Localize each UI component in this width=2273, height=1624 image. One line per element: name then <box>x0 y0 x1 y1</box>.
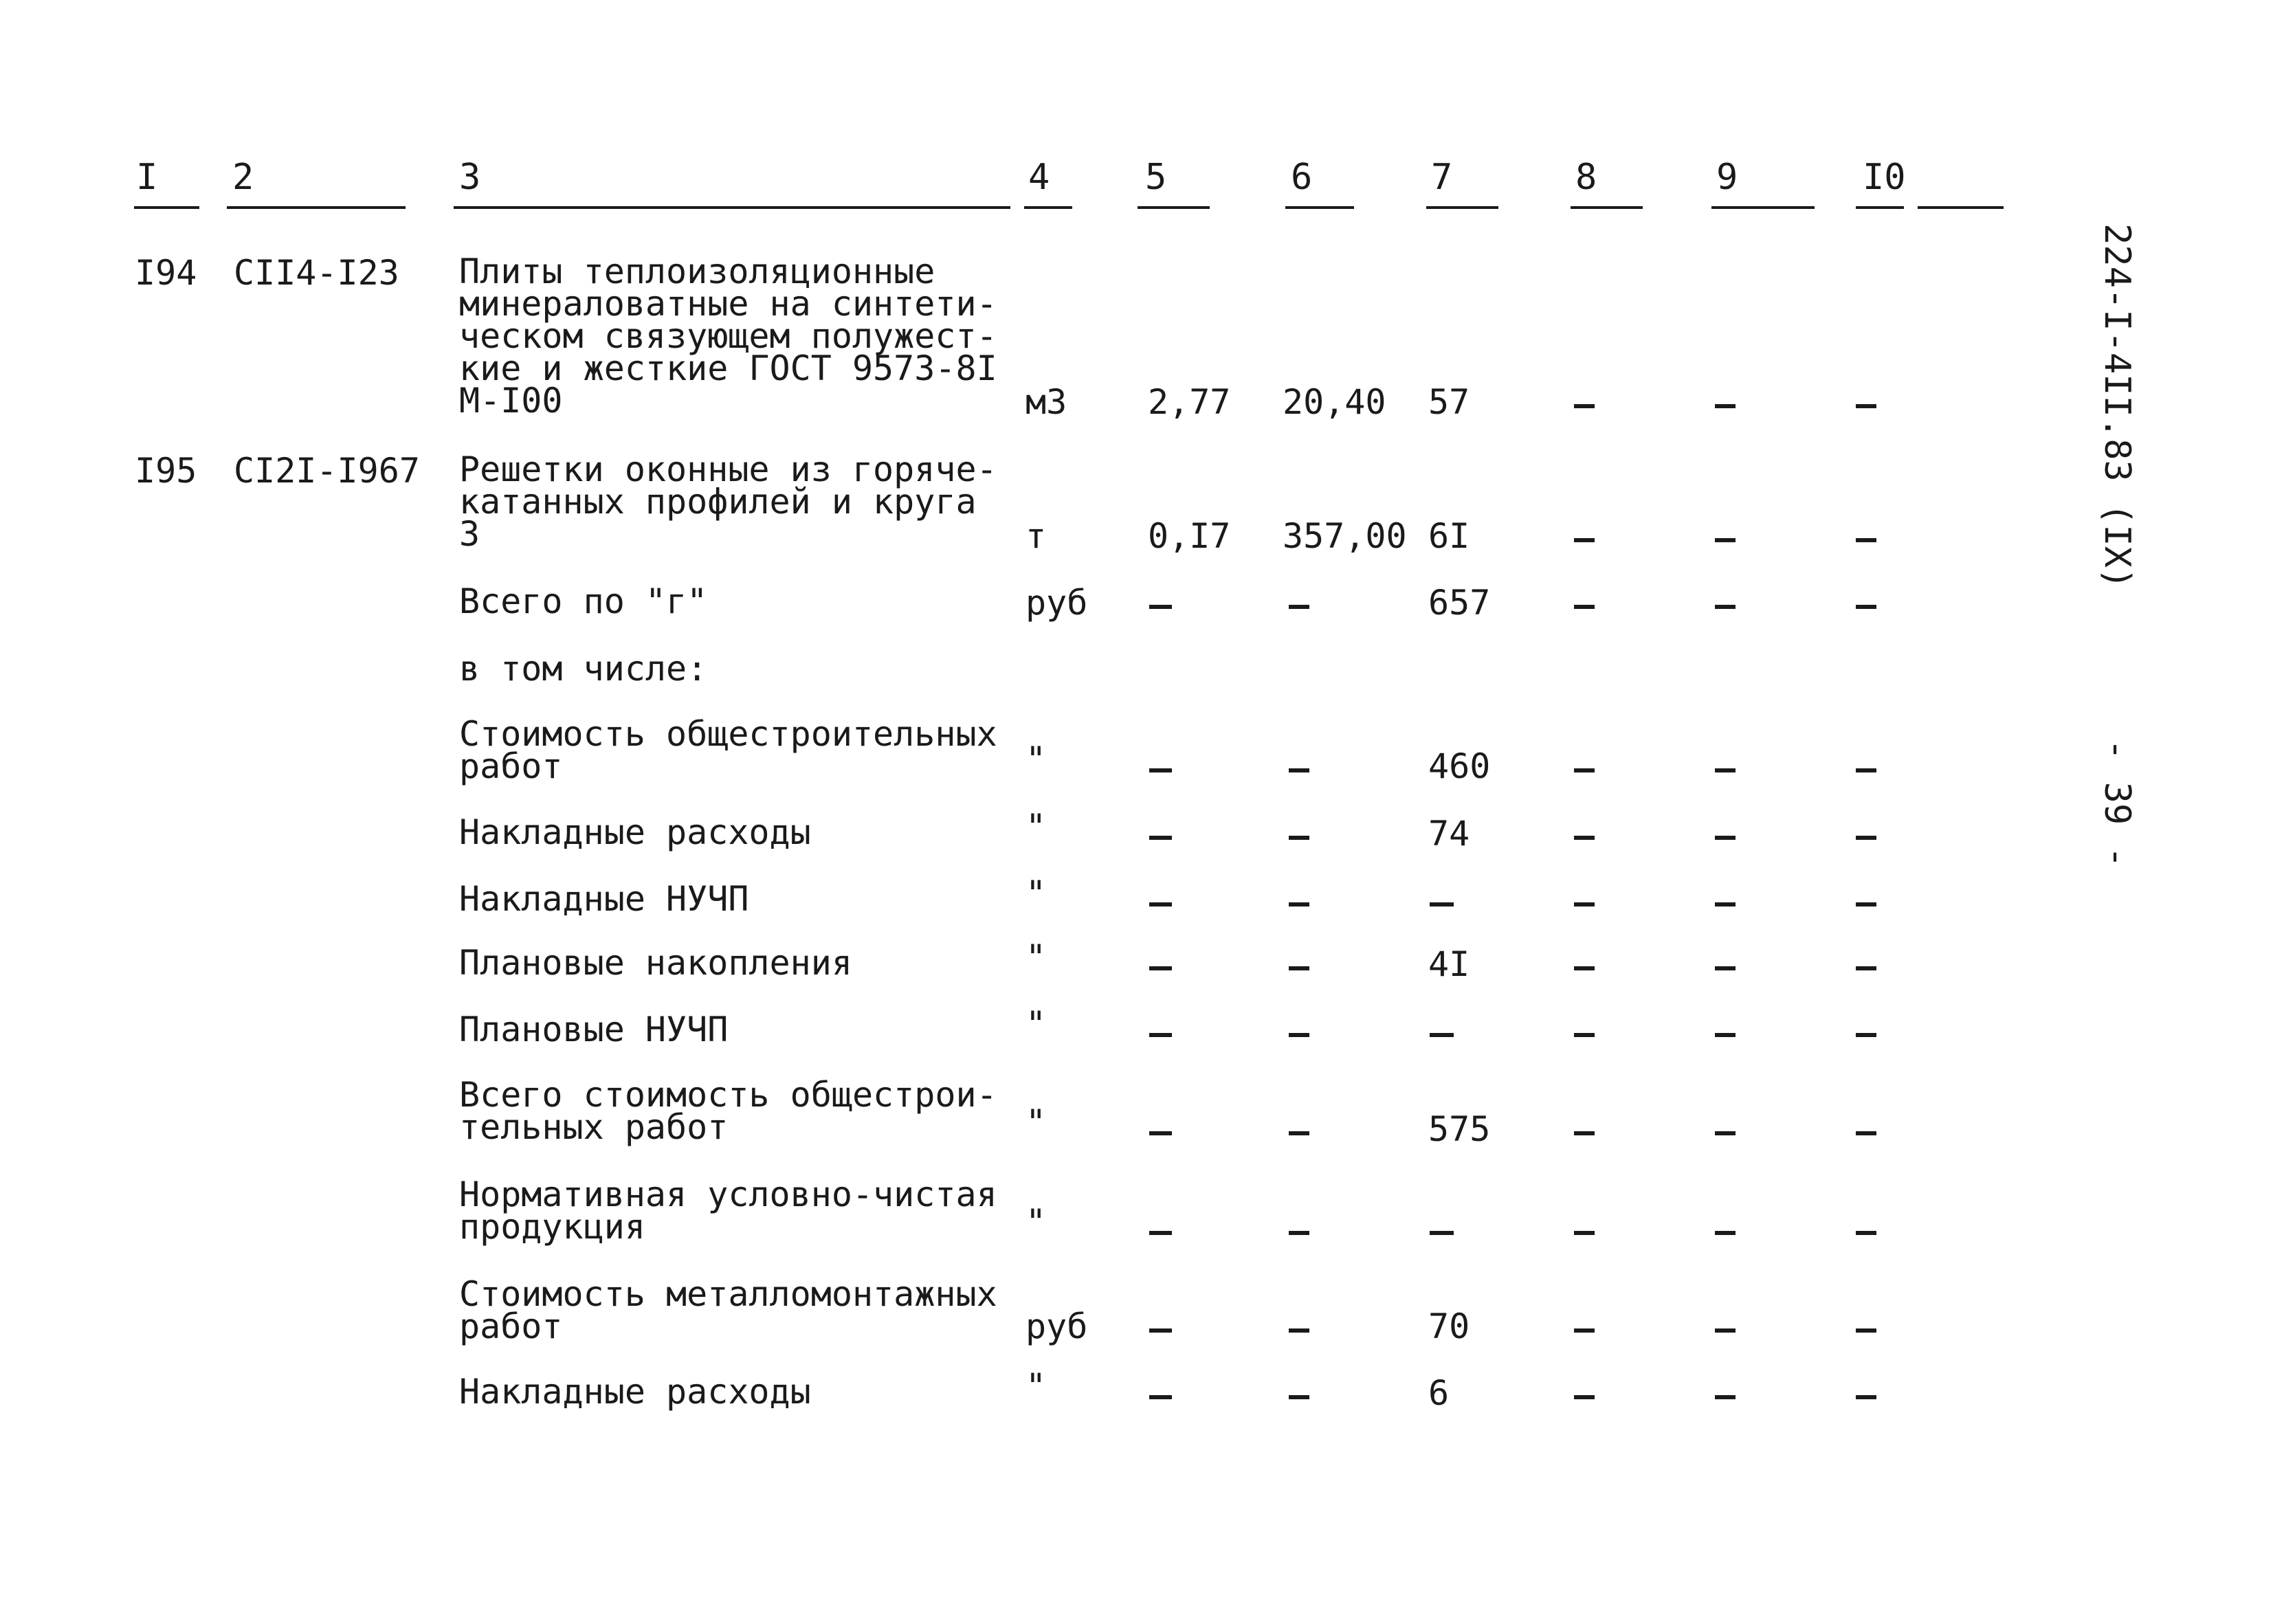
header-rule <box>1024 206 1072 209</box>
column-header-6: 6 <box>1291 157 1313 198</box>
empty-value-dash <box>1715 1231 1736 1235</box>
header-rule <box>1918 206 2004 209</box>
value-cell-c7: 74 <box>1428 814 1470 854</box>
item-description <box>459 649 1009 689</box>
empty-value-dash <box>1856 1131 1876 1135</box>
description-line: тельных работ <box>459 1107 729 1147</box>
row-number: I94 <box>135 253 197 293</box>
empty-value-dash <box>1149 1395 1172 1399</box>
unit-cell: руб <box>1025 583 1088 623</box>
item-description <box>459 1010 1009 1049</box>
empty-value-dash <box>1430 1033 1454 1037</box>
description-line: Нормативная условно-чистая <box>459 1175 997 1214</box>
item-description <box>459 879 1009 919</box>
item-description <box>459 581 1009 621</box>
empty-value-dash <box>1715 1033 1736 1037</box>
empty-value-dash <box>1856 836 1876 840</box>
description-line: в том числе: <box>459 649 708 689</box>
empty-value-dash <box>1149 1231 1172 1235</box>
value-cell-c5: 2,77 <box>1148 382 1231 422</box>
empty-value-dash <box>1574 1131 1595 1135</box>
description-line: Всего стоимость общестрои- <box>459 1075 997 1115</box>
unit-cell: " <box>1025 739 1047 779</box>
empty-value-dash <box>1856 1328 1876 1333</box>
column-header-9: 9 <box>1716 157 1738 198</box>
empty-value-dash <box>1574 768 1595 772</box>
unit-cell: " <box>1025 874 1047 913</box>
empty-value-dash <box>1715 1395 1736 1399</box>
unit-cell: руб <box>1025 1306 1088 1346</box>
empty-value-dash <box>1430 902 1454 906</box>
description-line: Накладные НУЧП <box>459 879 749 919</box>
empty-value-dash <box>1856 1231 1876 1235</box>
value-cell-c7: 70 <box>1428 1306 1470 1346</box>
value-cell-c7: 575 <box>1428 1109 1491 1149</box>
empty-value-dash <box>1289 902 1309 906</box>
unit-cell: " <box>1025 1366 1047 1406</box>
empty-value-dash <box>1574 605 1595 609</box>
column-header-3: 3 <box>459 157 481 198</box>
header-rule <box>227 206 406 209</box>
item-description <box>459 449 1009 554</box>
column-header-10: I0 <box>1863 157 1906 198</box>
empty-value-dash <box>1149 768 1172 772</box>
item-description <box>459 252 1009 421</box>
description-line: Накладные расходы <box>459 812 811 852</box>
row-number: I95 <box>135 451 197 491</box>
description-line: Плановые накопления <box>459 943 852 983</box>
empty-value-dash <box>1715 768 1736 772</box>
empty-value-dash <box>1574 538 1595 542</box>
empty-value-dash <box>1574 404 1595 408</box>
description-line: 3 <box>459 514 480 554</box>
empty-value-dash <box>1149 966 1172 970</box>
empty-value-dash <box>1574 902 1595 906</box>
empty-value-dash <box>1289 1231 1309 1235</box>
empty-value-dash <box>1856 966 1876 970</box>
item-description <box>459 1175 1009 1247</box>
empty-value-dash <box>1149 605 1172 609</box>
empty-value-dash <box>1289 605 1309 609</box>
empty-value-dash <box>1574 966 1595 970</box>
empty-value-dash <box>1856 404 1876 408</box>
empty-value-dash <box>1856 538 1876 542</box>
empty-value-dash <box>1715 902 1736 906</box>
header-rule <box>1426 206 1498 209</box>
column-header-1: I <box>136 157 158 198</box>
header-rule <box>1711 206 1815 209</box>
description-line: М-I00 <box>459 381 563 421</box>
empty-value-dash <box>1715 836 1736 840</box>
empty-value-dash <box>1430 1231 1454 1235</box>
description-line: Плановые НУЧП <box>459 1010 729 1049</box>
column-header-2: 2 <box>232 157 254 198</box>
description-line: Стоимость металломонтажных <box>459 1274 997 1314</box>
description-line: Решетки оконные из горяче- <box>459 449 997 489</box>
column-header-7: 7 <box>1431 157 1453 198</box>
empty-value-dash <box>1856 768 1876 772</box>
value-cell-c6: 20,40 <box>1283 382 1386 422</box>
empty-value-dash <box>1574 1231 1595 1235</box>
empty-value-dash <box>1289 1328 1309 1333</box>
empty-value-dash <box>1856 1033 1876 1037</box>
empty-value-dash <box>1715 966 1736 970</box>
empty-value-dash <box>1574 1033 1595 1037</box>
empty-value-dash <box>1715 1328 1736 1333</box>
unit-cell: " <box>1025 807 1047 847</box>
header-rule <box>1285 206 1354 209</box>
description-line: Стоимость общестроительных <box>459 714 997 754</box>
document-code: 224-I-4II.83 (IX) <box>2096 223 2138 590</box>
description-line: катанных профилей и круга <box>459 482 977 522</box>
empty-value-dash <box>1149 1131 1172 1135</box>
unit-cell: " <box>1025 1202 1047 1242</box>
column-header-4: 4 <box>1028 157 1050 198</box>
column-header-5: 5 <box>1145 157 1167 198</box>
header-rule <box>1856 206 1904 209</box>
item-description <box>459 714 1009 786</box>
description-line: Всего по "г" <box>459 581 708 621</box>
unit-cell: " <box>1025 937 1047 977</box>
empty-value-dash <box>1715 404 1736 408</box>
empty-value-dash <box>1856 605 1876 609</box>
empty-value-dash <box>1715 1131 1736 1135</box>
item-code: CII4-I23 <box>234 253 399 293</box>
description-line: Плиты теплоизоляционные <box>459 252 935 291</box>
empty-value-dash <box>1289 836 1309 840</box>
empty-value-dash <box>1289 966 1309 970</box>
page-number: - 39 - <box>2096 739 2138 868</box>
empty-value-dash <box>1289 768 1309 772</box>
description-line: работ <box>459 1306 563 1346</box>
value-cell-c7: 657 <box>1428 583 1491 623</box>
item-description <box>459 1274 1009 1346</box>
value-cell-c7: 57 <box>1428 382 1470 422</box>
value-cell-c6: 357,00 <box>1283 516 1407 556</box>
unit-cell: т <box>1025 516 1047 556</box>
empty-value-dash <box>1289 1033 1309 1037</box>
column-header-8: 8 <box>1575 157 1597 198</box>
item-description <box>459 1075 1009 1147</box>
header-rule <box>134 206 199 209</box>
description-line: ческом связующем полужест- <box>459 316 997 356</box>
description-line: Накладные расходы <box>459 1372 811 1412</box>
empty-value-dash <box>1149 1328 1172 1333</box>
empty-value-dash <box>1289 1395 1309 1399</box>
unit-cell: " <box>1025 1004 1047 1044</box>
value-cell-c7: 6I <box>1428 516 1470 556</box>
value-cell-c5: 0,I7 <box>1148 516 1231 556</box>
unit-cell: " <box>1025 1102 1047 1142</box>
value-cell-c7: 4I <box>1428 944 1470 984</box>
item-description <box>459 812 1009 852</box>
empty-value-dash <box>1715 605 1736 609</box>
header-rule <box>1138 206 1210 209</box>
empty-value-dash <box>1149 1033 1172 1037</box>
empty-value-dash <box>1574 1395 1595 1399</box>
value-cell-c7: 460 <box>1428 746 1491 786</box>
empty-value-dash <box>1574 836 1595 840</box>
item-code: CI2I-I967 <box>234 451 420 491</box>
empty-value-dash <box>1149 836 1172 840</box>
empty-value-dash <box>1574 1328 1595 1333</box>
empty-value-dash <box>1856 1395 1876 1399</box>
description-line: кие и жесткие ГОСТ 9573-8I <box>459 348 997 388</box>
description-line: минераловатные на синтети- <box>459 284 997 324</box>
header-rule <box>1571 206 1643 209</box>
header-rule <box>454 206 1010 209</box>
empty-value-dash <box>1149 902 1172 906</box>
empty-value-dash <box>1289 1131 1309 1135</box>
description-line: продукция <box>459 1207 645 1247</box>
unit-cell: м3 <box>1025 382 1067 422</box>
description-line: работ <box>459 746 563 786</box>
item-description <box>459 943 1009 983</box>
empty-value-dash <box>1715 538 1736 542</box>
item-description <box>459 1372 1009 1412</box>
empty-value-dash <box>1856 902 1876 906</box>
value-cell-c7: 6 <box>1428 1373 1450 1413</box>
